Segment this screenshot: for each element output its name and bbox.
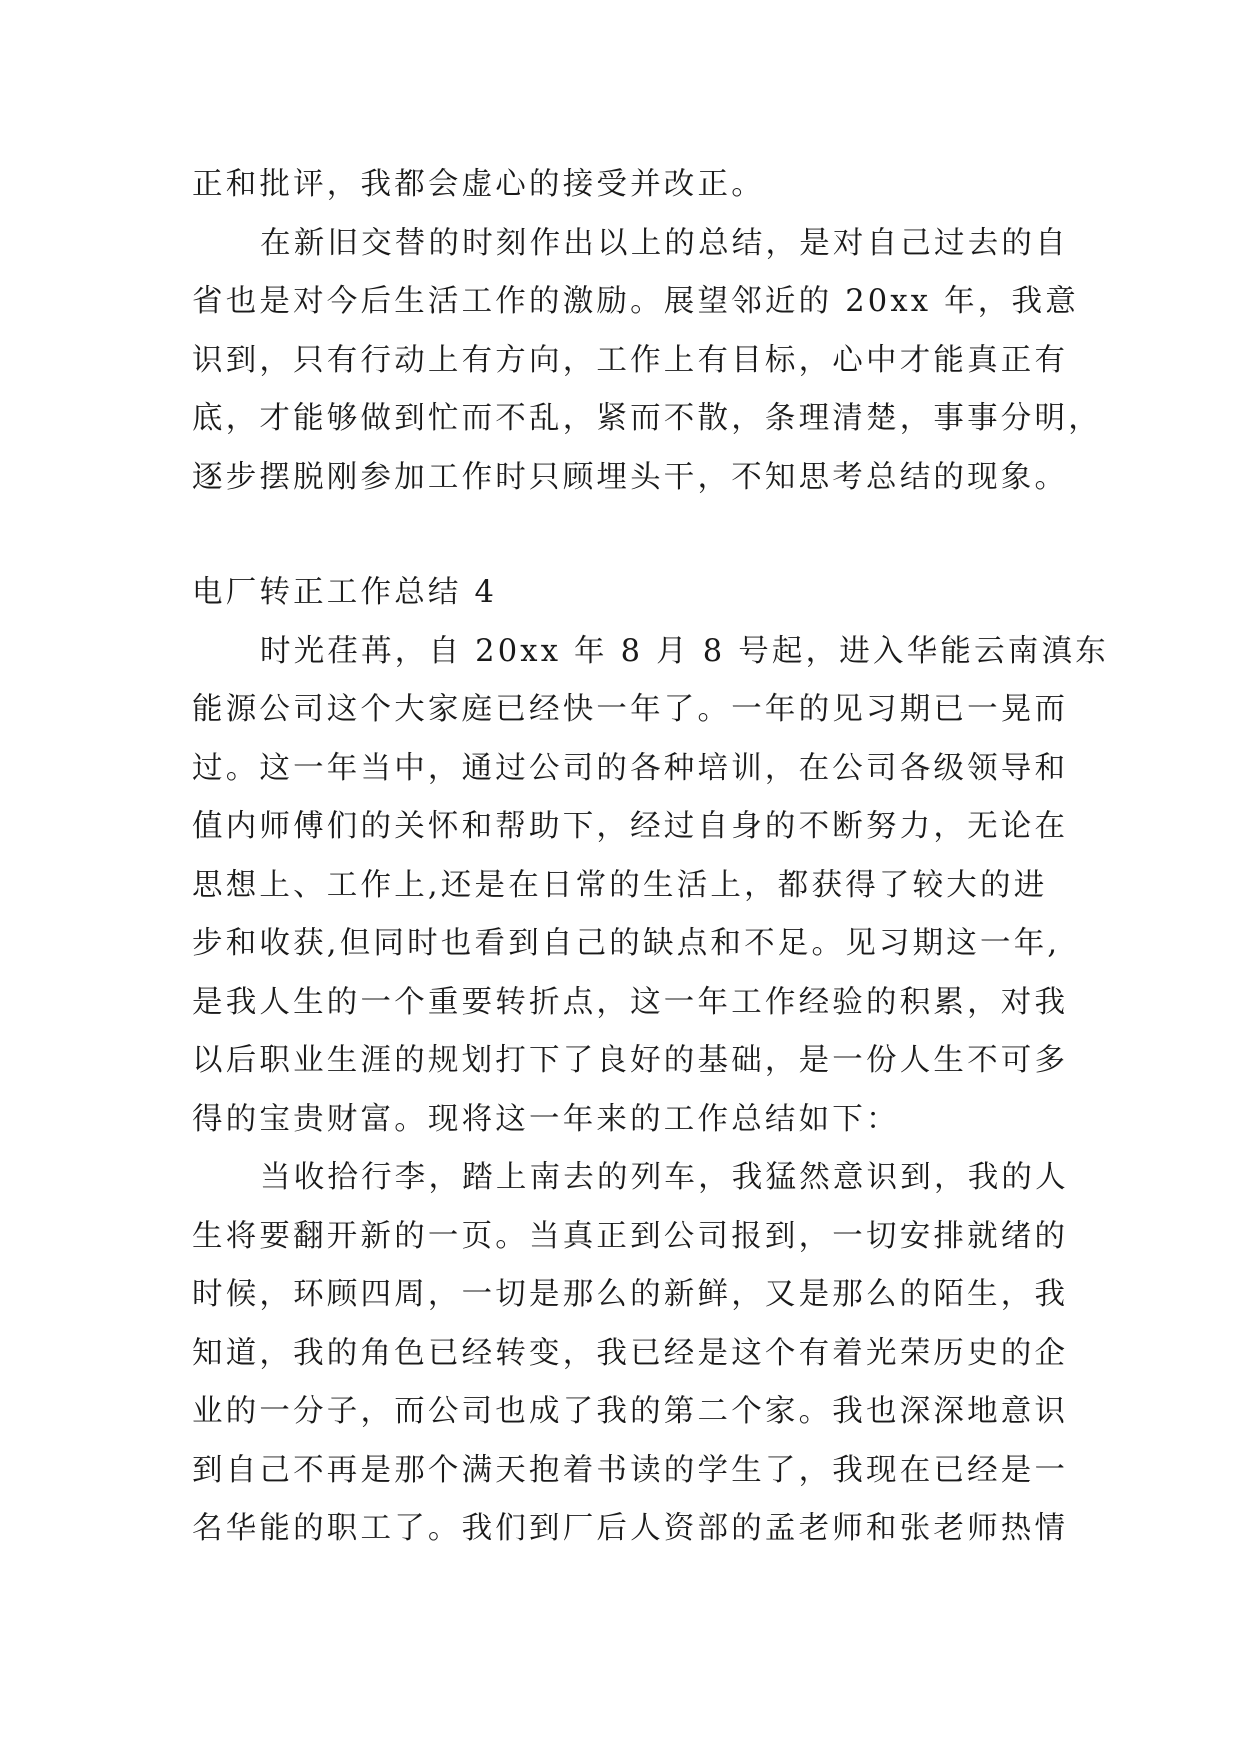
- paragraph-line: 逐步摆脱刚参加工作时只顾埋头干，不知思考总结的现象。: [192, 459, 1069, 495]
- section-2-text: [192, 564, 1109, 1559]
- paragraph-line: 能源公司这个大家庭已经快一年了。一年的见习期已一晃而: [192, 692, 1069, 727]
- paragraph-line: 值内师傅们的关怀和帮助下，经过自身的不断努力，无论在: [192, 809, 1069, 844]
- paragraph-line: 生将要翻开新的一页。当真正到公司报到，一切安排就绪的: [192, 1218, 1069, 1254]
- paragraph-line: 底，才能够做到忙而不乱，紧而不散，条理清楚，事事分明，: [192, 401, 1102, 436]
- section-title: 电厂转正工作总结 4: [192, 575, 498, 610]
- paragraph-line: 业的一分子，而公司也成了我的第二个家。我也深深地意识: [192, 1394, 1069, 1429]
- paragraph-line: 名华能的职工了。我们到厂后人资部的孟老师和张老师热情: [192, 1511, 1069, 1546]
- section-1-text: [192, 156, 1102, 507]
- paragraph-line: 识到，只有行动上有方向，工作上有目标，心中才能真正有: [192, 342, 1069, 378]
- paragraph-line: 正和批评，我都会虚心的接受并改正。: [192, 167, 765, 202]
- paragraph-line: 到自己不再是那个满天抱着书读的学生了，我现在已经是一: [192, 1452, 1069, 1488]
- paragraph-line: 得的宝贵财富。现将这一年来的工作总结如下：: [192, 1101, 900, 1137]
- paragraph-line: 以后职业生涯的规划打下了良好的基础，是一份人生不可多: [192, 1043, 1069, 1078]
- paragraph-line: 知道，我的角色已经转变，我已经是这个有着光荣历史的企: [192, 1335, 1069, 1371]
- paragraph-line: 省也是对今后生活工作的激励。展望邻近的 20xx 年，我意: [192, 284, 1079, 319]
- paragraph-line: 时候，环顾四周，一切是那么的新鲜，又是那么的陌生，我: [192, 1277, 1069, 1312]
- paragraph-line: 思想上、工作上,还是在日常的生活上，都获得了较大的进: [192, 867, 1048, 903]
- paragraph-line: 在新旧交替的时刻作出以上的总结，是对自己过去的自: [260, 225, 1069, 261]
- paragraph-line: 时光荏苒，自 20xx 年 8 月 8 号起，进入华能云南滇东: [260, 633, 1109, 669]
- paragraph-line: 过。这一年当中，通过公司的各种培训，在公司各级领导和: [192, 750, 1069, 786]
- paragraph-line: 当收拾行李，踏上南去的列车，我猛然意识到，我的人: [260, 1160, 1069, 1195]
- paragraph-line: 是我人生的一个重要转折点，这一年工作经验的积累，对我: [192, 984, 1069, 1020]
- paragraph-line: 步和收获,但同时也看到自己的缺点和不足。见习期这一年,: [192, 926, 1061, 961]
